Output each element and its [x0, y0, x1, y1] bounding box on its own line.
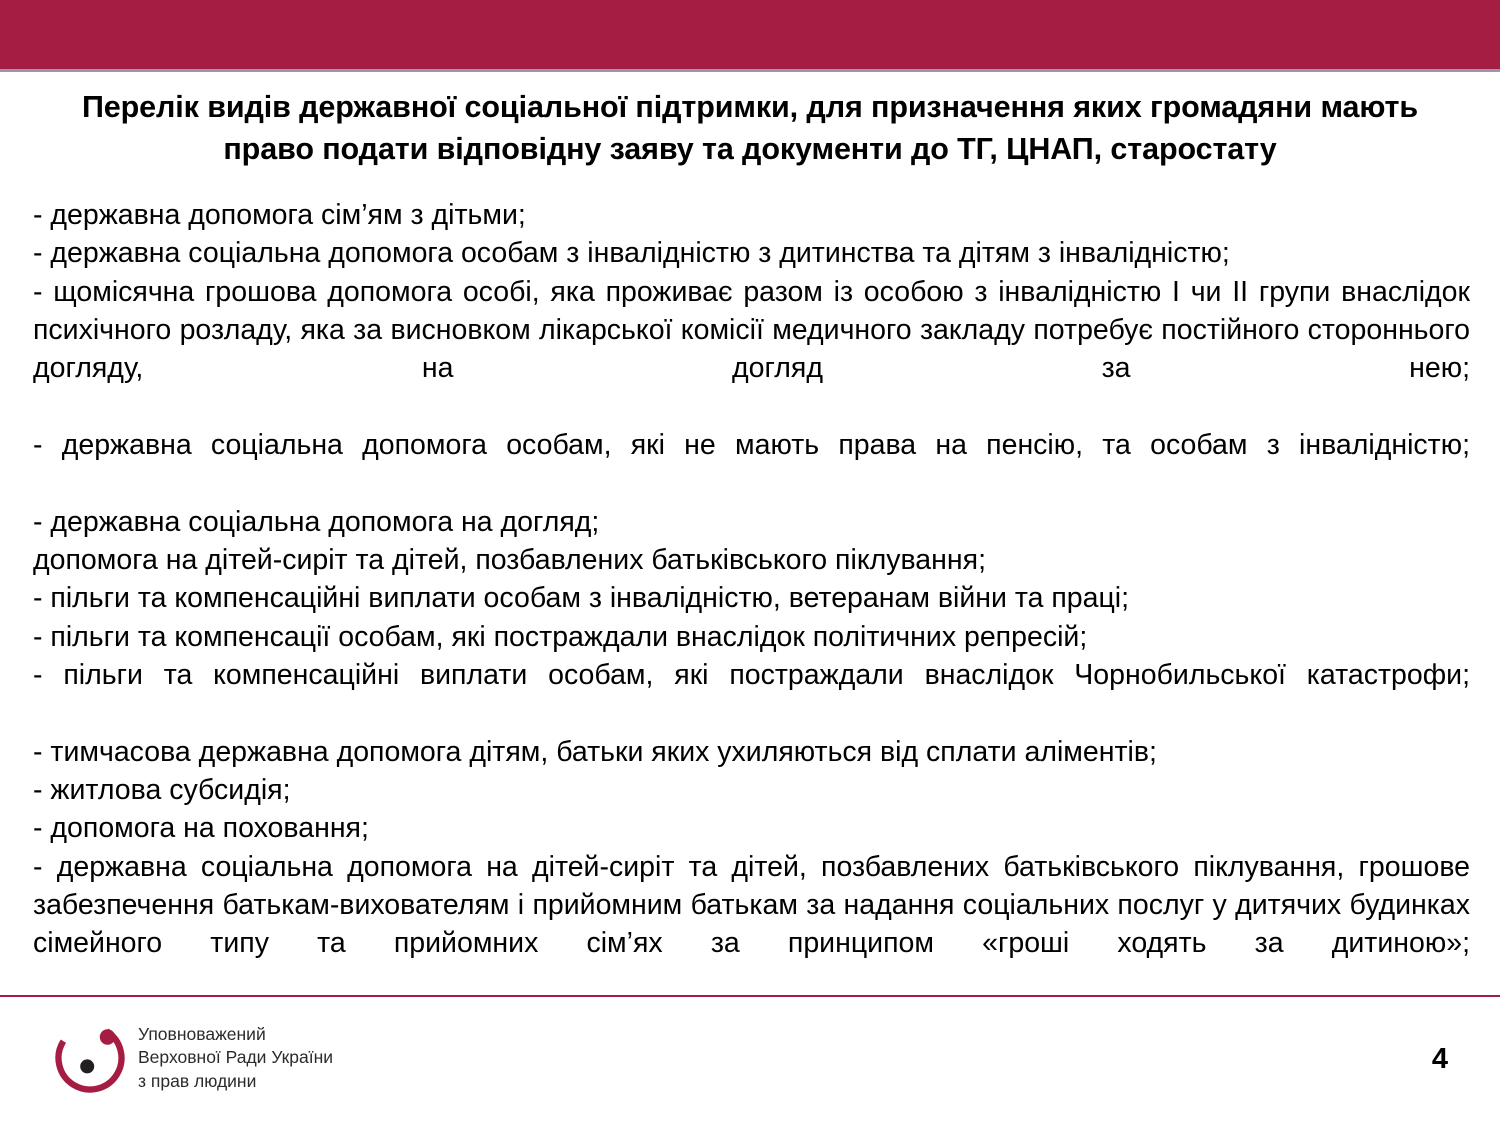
header-band-underline: [0, 69, 1500, 72]
list-item: - державна соціальна допомога на дітей-сиріт та дітей, позбавлених батьківського піклування, грошове забезпечення батькам-вихователям і прийомним батькам за надання соціальних послуг у дитячих будинках сімейного типу та прийомних сім’ях за принципом «гроші ходять за дитиною»;: [33, 850, 1470, 960]
ombudsman-logo-block: [55, 1023, 333, 1093]
logo-line-1: Уповноважений: [138, 1024, 266, 1045]
list-item: - державна соціальна допомога на догляд;: [33, 505, 600, 538]
list-item: - державна соціальна допомога особам, які не мають права на пенсію, та особам з інвалідністю;: [33, 428, 1470, 461]
list-item: - допомога на поховання;: [33, 812, 369, 845]
list-item: - тимчасова державна допомога дітям, батьки яких ухиляються від сплати аліментів;: [33, 735, 1157, 768]
list-item: - щомісячна грошова допомога особі, яка проживає разом із особою з інвалідністю I чи II групи внаслідок психічного розладу, яка за висновком лікарської комісії медичного закладу потребує постійного стороннього догляду, на догляд за нею;: [33, 275, 1470, 385]
support-types-list: [33, 196, 1470, 1001]
header-band: [0, 0, 1500, 69]
list-item: - державна допомога сім’ям з дітьми;: [33, 199, 526, 231]
ombudsman-logo-icon: [55, 1023, 125, 1093]
list-item: - житлова субсидія;: [33, 773, 291, 806]
page-number: 4: [1431, 1043, 1448, 1075]
logo-line-2: Верховної Ради України: [138, 1047, 334, 1068]
page-title: Перелік видів державної соціальної підтримки, для призначення яких громадяни мають право подати відповідну заяву та документи до ТГ, ЦНАП, старостату: [81, 90, 1419, 167]
list-item: - пільги та компенсаційні виплати особам з інвалідністю, ветеранам війни та праці;: [33, 582, 1130, 615]
logo-line-3: з прав людини: [138, 1070, 257, 1091]
list-item: допомога на дітей-сиріт та дітей, позбавлених батьківського піклування;: [33, 543, 986, 576]
list-item: - пільги та компенсаційні виплати особам, які постраждали внаслідок Чорнобильської катастрофи;: [33, 658, 1470, 691]
footer-divider: [0, 995, 1500, 997]
list-item: - державна соціальна допомога особам з інвалідністю з дитинства та дітям з інвалідністю;: [33, 237, 1230, 270]
slide-footer: [0, 1015, 1500, 1125]
ombudsman-logo-text: [138, 1023, 333, 1092]
list-item: - пільги та компенсації особам, які постраждали внаслідок політичних репресій;: [33, 620, 1088, 653]
